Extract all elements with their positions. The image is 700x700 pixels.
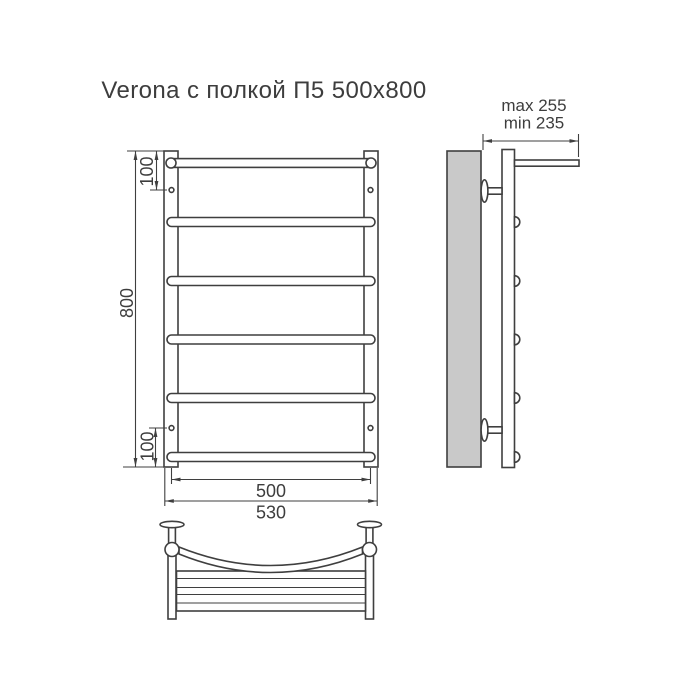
side-view — [447, 150, 579, 468]
front-rung-1-right-joint — [366, 158, 376, 168]
dim-label-800: 800 — [117, 287, 137, 319]
front-rung-2 — [167, 218, 375, 227]
dim-label-depth-min: min 235 — [503, 113, 565, 133]
drawing-title: Verona с полкой П5 500x800 — [101, 77, 427, 104]
front-rung-1-left-joint — [166, 158, 176, 168]
front-rung-5 — [167, 394, 375, 403]
front-rung-4 — [167, 335, 375, 344]
dim-label-100-bottom: 100 — [137, 431, 158, 462]
front-right-rail — [364, 151, 378, 467]
mount-hole-bottom-right — [368, 426, 373, 431]
wall-section — [447, 151, 481, 467]
dim-label-100-top: 100 — [137, 156, 157, 187]
top-down-view — [160, 521, 382, 619]
mount-hole-top-right — [368, 188, 373, 193]
right-joint-sphere — [363, 543, 377, 557]
front-rung-6 — [167, 453, 375, 462]
dim-label-depth-max: max 255 — [501, 96, 567, 115]
side-rung-bump-1 — [515, 217, 520, 228]
side-shelf-bar — [515, 160, 580, 166]
mount-hole-bottom-left — [169, 426, 174, 431]
side-bracket-top-flange — [481, 180, 488, 202]
top-view-left-post — [168, 553, 176, 619]
front-view — [164, 151, 378, 467]
side-bracket-bottom-flange — [481, 419, 488, 441]
left-joint-sphere — [165, 543, 179, 557]
front-rung-1 — [171, 159, 371, 168]
side-rung-bump-2 — [515, 276, 520, 287]
curved-rung — [179, 547, 363, 573]
front-rung-3 — [167, 277, 375, 286]
dim-label-530: 530 — [255, 502, 287, 523]
front-left-rail — [164, 151, 178, 467]
shelf — [177, 571, 366, 611]
right-mount-cap — [358, 521, 382, 527]
side-rung-bump-4 — [515, 393, 520, 404]
side-rung-bump-5 — [515, 452, 520, 463]
side-rung-bump-3 — [515, 334, 520, 345]
top-view-right-post — [366, 553, 374, 619]
side-rail — [502, 150, 515, 468]
dim-label-500: 500 — [255, 481, 287, 501]
mount-hole-top-left — [169, 188, 174, 193]
left-mount-cap — [160, 521, 184, 527]
side-view-dimension — [483, 96, 579, 157]
